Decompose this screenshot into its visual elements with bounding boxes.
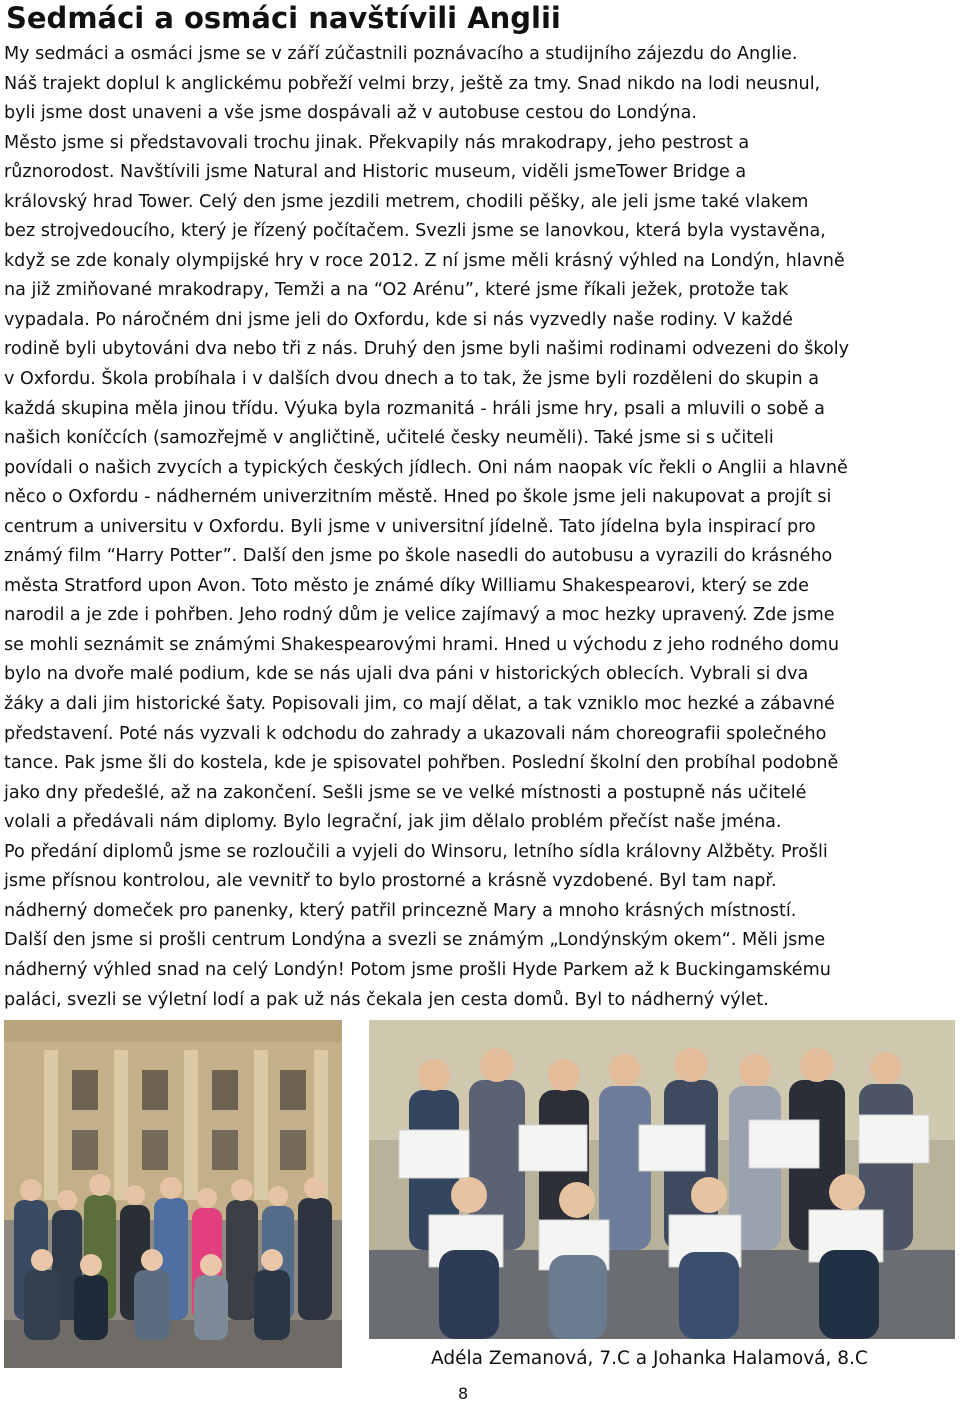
body-line: povídali o našich zvycích a typických českých jídlech. Oni nám naopak víc řekli o Anglii a hlavně bbox=[4, 457, 848, 478]
page-number: 8 bbox=[458, 1384, 469, 1403]
body-line: Po předání diplomů jsme se rozloučili a vyjeli do Winsoru, letního sídla královny Alžběty. Prošli bbox=[4, 841, 828, 862]
body-line: byli jsme dost unaveni a vše jsme dospávali až v autobuse cestou do Londýna. bbox=[4, 103, 697, 124]
body-line: známý film “Harry Potter”. Další den jsme po škole nasedli do autobusu a vyrazili do krásného bbox=[4, 546, 833, 567]
article-title: Sedmáci a osmáci navštívili Anglii bbox=[6, 1, 561, 35]
body-line: My sedmáci a osmáci jsme se v září zúčastnili poznávacího a studijního zájezdu do Anglie. bbox=[4, 44, 798, 64]
body-line: na již zmiňované mrakodrapy, Temži a na “O2 Arénu”, které jsme říkali ježek, protože tak bbox=[4, 280, 789, 301]
oxford-photo-drawing bbox=[4, 1020, 342, 1368]
body-line: žáky a dali jim historické šaty. Popisovali jim, co mají dělat, a tak vzniklo moc hezké a zábavné bbox=[4, 694, 835, 715]
body-line: se mohli seznámit se známými Shakespearovými hrami. Hned u východu z jeho rodného domu bbox=[4, 634, 840, 655]
body-line: volali a předávali nám diplomy. Bylo legrační, jak jim dělalo problém přečíst naše jména. bbox=[4, 812, 782, 833]
body-line: nádherný domeček pro panenky, který patřil princezně Mary a mnoho krásných místností. bbox=[4, 900, 797, 921]
body-line: různorodost. Navštívili jsme Natural and Historic museum, viděli jsmeTower Bridge a bbox=[4, 162, 747, 183]
body-line: jako dny předešlé, až na zakončení. Sešli jsme se ve velké místnosti a postupně nás učitelé bbox=[4, 782, 807, 803]
article-body bbox=[4, 40, 956, 1015]
body-line: bylo na dvoře malé podium, kde se nás ujali dva páni v historických oblecích. Vybrali si dva bbox=[4, 664, 809, 685]
author-caption: Adéla Zemanová, 7.C a Johanka Halamová, 8.C bbox=[431, 1348, 868, 1369]
body-line: jsme přísnou kontrolou, ale vevnitř to bylo prostorné a krásně vyzdobené. Byl tam např. bbox=[4, 871, 777, 892]
body-line: každá skupina měla jinou třídu. Výuka byla rozmanitá - hráli jsme hry, psali a mluvili o sobě a bbox=[4, 398, 825, 419]
body-line: Náš trajekt doplul k anglickému pobřeží velmi brzy, ještě za tmy. Snad nikdo na lodi neusnul, bbox=[4, 73, 821, 94]
group-photo-oxford bbox=[4, 1020, 342, 1368]
body-line: tance. Pak jsme šli do kostela, kde je spisovatel pohřben. Poslední školní den probíhal podobně bbox=[4, 753, 839, 774]
body-line: narodil a je zde i pohřben. Jeho rodný dům je velice zajímavý a moc hezky upravený. Zde jsme bbox=[4, 605, 835, 626]
body-line: v Oxfordu. Škola probíhala i v dalších dvou dnech a to tak, že jsme byli rozděleni do skupin a bbox=[4, 369, 820, 390]
body-line: města Stratford upon Avon. Toto město je známé díky Williamu Shakespearovi, který se zde bbox=[4, 575, 809, 596]
body-line: když se zde konaly olympijské hry v roce 2012. Z ní jsme měli krásný výhled na Londýn, hlavně bbox=[4, 250, 845, 271]
body-line: centrum a universitu v Oxfordu. Byli jsme v universitní jídelně. Tato jídelna byla inspirací pro bbox=[4, 516, 816, 537]
body-line: bez strojvedoucího, který je řízený počítačem. Svezli jsme se lanovkou, která byla vystavěna, bbox=[4, 221, 826, 242]
diplomas-photo-drawing bbox=[369, 1020, 955, 1339]
body-line: paláci, svezli se výletní lodí a pak už nás čekala jen cesta domů. Byl to nádherný výlet. bbox=[4, 989, 769, 1010]
group-photo-diplomas bbox=[369, 1020, 955, 1339]
body-line: našich koníčcích (samozřejmě v angličtině, učitelé česky neuměli). Také jsme si s učiteli bbox=[4, 428, 774, 449]
body-line: Další den jsme si prošli centrum Londýna a svezli se známým „Londýnským okem“. Měli jsme bbox=[4, 930, 826, 951]
body-line: nádherný výhled snad na celý Londýn! Potom jsme prošli Hyde Parkem až k Buckingamskému bbox=[4, 959, 831, 980]
body-line: vypadala. Po náročném dni jsme jeli do Oxfordu, kde si nás vyzvedly naše rodiny. V každé bbox=[4, 309, 793, 330]
body-line: Město jsme si představovali trochu jinak. Překvapily nás mrakodrapy, jeho pestrost a bbox=[4, 132, 750, 153]
body-line: královský hrad Tower. Celý den jsme jezdili metrem, chodili pěšky, ale jeli jsme také vlakem bbox=[4, 191, 809, 212]
body-line: něco o Oxfordu - nádherném univerzitním městě. Hned po škole jsme jeli nakupovat a projít si bbox=[4, 487, 832, 508]
body-line: představení. Poté nás vyzvali k odchodu do zahrady a ukazovali nám choreografii společného bbox=[4, 723, 827, 744]
body-line: rodině byli ubytováni dva nebo tři z nás. Druhý den jsme byli našimi rodinami odvezeni do školy bbox=[4, 339, 849, 360]
